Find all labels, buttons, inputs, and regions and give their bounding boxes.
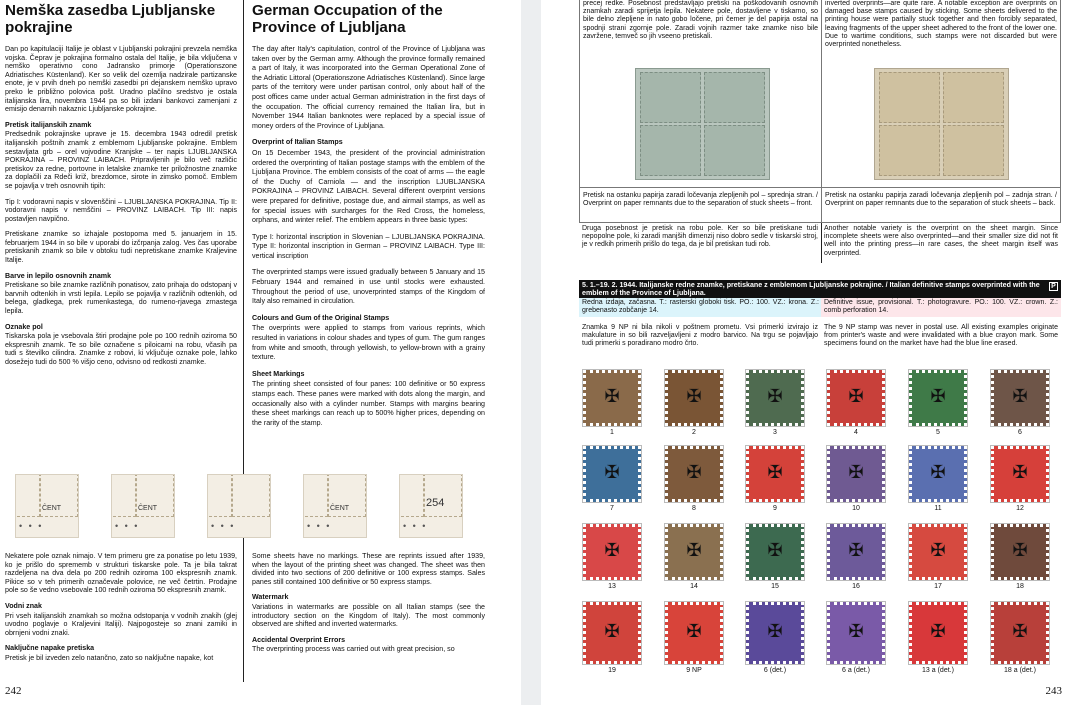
- paragraph-en-8: The printing sheet consisted of four panes: 100 definitive or 50 express stamps each. These panes were marked with dots along the margin, and occasionally also with a cylinder number. Stamps with margins bearing these sheet markings can reach up to 500% higher prices, depending on the rarity of the stamp.: [252, 380, 485, 427]
- eagle-overprint-icon: ✠: [1012, 461, 1028, 482]
- paragraph-si-2: Predsednik pokrajinske uprave je 15. decembra 1943 odredil pretisk italijanskih poštnih znamk z emblemom Ljubljanske pokrajine. Emblem sestavljata grb – orel vojvodine Kranjske – ter napis LJUBLJANSKA POKRAJINA – PROVINZ LAIBACH. Pripravljenih je bilo več različic pretiskov za redne, portovne in letalske znamke ter priložnostne znamke za doplačili za Rdeči križ, brezdomce, sirote in zimsko pomoč. Emblem se pojavlja v treh osnovnih tipih:: [5, 130, 237, 190]
- column-divider: [243, 0, 244, 682]
- top-text-slovenian: precej redke. Posebnost predstavljajo pretiski na poškodovanih osnovnih znamkah zaradi sprijetja lepila. Nekatere pole, dostavljene v tiskarno, so bile delno zlepljene in nato gobo ločene, pri čemer je del papirja ostal na spodnji strani zgornje pole. Zaradi vojnih razmer take znamke niso bile zavržene, temveč so jih vseeno pretiskali.: [583, 0, 818, 40]
- title-english: German Occupation of the Province of Ljubljana: [252, 2, 443, 36]
- heading-si-1: Pretisk italijanskih znamk: [5, 120, 92, 129]
- stamp-13: [583, 524, 641, 590]
- eagle-overprint-icon: ✠: [686, 385, 702, 406]
- stamp-label: 3: [773, 429, 777, 436]
- paragraph-si-bottom-0: Nekatere pole oznak nimajo. V tem primeru gre za ponatise po letu 1939, ko je prišlo do sprememb v strukturi tiskarske pole. Ta je bila takrat razdeljena na dva dela po 200 rednih oziroma 100 ekspresnih znamk. Pikice so v teh primerih označevale polovice, ne več četrtin. Prodajne pole so še vedno vsebovale 100 rednih oziroma 50 ekspresnih znamk.: [5, 552, 237, 595]
- eagle-overprint-icon: ✠: [1012, 385, 1028, 406]
- sheet-margin-photo-2: • • • ĈENT: [111, 474, 175, 538]
- table-cell-front: [579, 0, 822, 188]
- sheet-margin-photo-5: • • • 254: [399, 474, 463, 538]
- slovenian-column: [5, 45, 237, 467]
- paragraph-si-8: Tiskarska pola je vsebovala štiri prodajne pole po 100 rednih oziroma 50 ekspresnih znamk. Te so bile označene s piloicami na robu, včasih pa tudi s številko cilindra. Znamke z robovi, ki vključuje oznake pole, lahko dosežejo tudi do 500 % višjo ceno, odvisno od redkosti znamke.: [5, 332, 237, 366]
- paragraph-si-6: Pretiskane so bile znamke različnih ponatisov, zato prihaja do odstopanj v barvnih odtenkih in vrsti lepila. Lepilo se pojavlja v različnih odtenkih, od belega, gladkega, prek rumenkastega, do rumeno-rjavega zrnastega lepila.: [5, 281, 237, 316]
- paragraph-en-bottom-2: Variations in watermarks are possible on all Italian stamps (see the introductory section on the Kingdom of Italy). The most commonly observed are shifted and inverted watermarks.: [252, 602, 485, 629]
- paragraph-si-bottom-4: Pretisk je bil izveden zelo natančno, zato so naključne napake, kot: [5, 653, 214, 662]
- overprint-block-back: [874, 68, 1009, 180]
- stamp-8: [665, 446, 723, 512]
- eagle-overprint-icon: ✠: [930, 620, 946, 641]
- caption-cell-front: [579, 187, 822, 223]
- stamp-11: [909, 446, 967, 512]
- stamp-18: [991, 524, 1049, 590]
- paragraph-si-3: Tip I: vodoravni napis v slovenščini – LJUBLJANSKA POKRAJINA. Tip II: vodoravni napis v nemščini – PROVINZ LAIBACH. Tip III: napis postavljen navpično.: [5, 197, 237, 223]
- p-badge: P: [1049, 282, 1058, 291]
- sheet-margin-photo-4: • • • ĈENT: [303, 474, 367, 538]
- eagle-overprint-icon: ✠: [1012, 539, 1028, 560]
- stamp-24: [991, 602, 1049, 674]
- stamp-2: [665, 370, 723, 436]
- stamp-label: 13 a (det.): [922, 667, 954, 674]
- stamp-label: 5: [936, 429, 940, 436]
- paragraph-en-6: The overprints were applied to stamps from various reprints, which resulted in variations in colour shades and types of gum. The gum ranges from white and smooth, through yellowish, to yellow-brown with a grainy texture.: [252, 324, 485, 362]
- sheet-margin-photo-3: • • •: [207, 474, 271, 538]
- stamp-16: [827, 524, 885, 590]
- eagle-overprint-icon: ✠: [848, 620, 864, 641]
- stamp-12: [991, 446, 1049, 512]
- eagle-overprint-icon: ✠: [848, 385, 864, 406]
- stamp-10: [827, 446, 885, 512]
- title-slovenian: Nemška zasedba Ljubljanske pokrajine: [5, 2, 216, 36]
- eagle-overprint-icon: ✠: [848, 539, 864, 560]
- paragraph-en-0: The day after Italy's capitulation, control of the Province of Ljubljana was taken over by the German army. Although the province formally remained a part of Italy, it was incorporated into the German Operational Zone of the Adriatic Littoral (Operationszone Adriatisches Küstenland). Since large parts of the territory were under partisan control, only about half of the post offices came under actual German administration in the first days of the occupation. The official currency remained the Italian lira, but in November 1944 Italian banknotes were replaced by a special issue of money orders of the Province of Ljubljana.: [252, 45, 485, 130]
- heading-en-bottom-3: Accidental Overprint Errors: [252, 635, 346, 644]
- stamp-label: 16: [852, 583, 860, 590]
- paragraph-en-2: On 15 December 1943, the president of the provincial administration ordered the overprinting of Italian postage stamps with the emblem of the Ljubljana Province. The emblem consists of the coat of arms — the eagle of the Duchy of Carniola — and the inscription LJUBLJANSKA POKRAJINA – PROVINZ LAIBACH. Several different overprint versions were prepared for definitive, postage due, and airmail stamps, as well as for special issues with surcharges for the Red Cross, the homeless, orphans, and winter relief. The emblem appears in three basic types:: [252, 148, 485, 225]
- page-number-right: 243: [1045, 685, 1062, 697]
- eagle-overprint-icon: ✠: [686, 620, 702, 641]
- english-column-bottom: [252, 552, 485, 682]
- paragraph-en-bottom-4: The overprinting process was carried out with great precision, so: [252, 645, 455, 654]
- stamp-1: [583, 370, 641, 436]
- eagle-overprint-icon: ✠: [604, 385, 620, 406]
- stamp-label: 19: [608, 667, 616, 674]
- stamp-9: [746, 446, 804, 512]
- stamp-20: [665, 602, 723, 674]
- stamp-label: 18 a (det.): [1004, 667, 1036, 674]
- stamp-23: [909, 602, 967, 674]
- stamp-label: 6: [1018, 429, 1022, 436]
- eagle-overprint-icon: ✠: [767, 539, 783, 560]
- eagle-overprint-icon: ✠: [930, 461, 946, 482]
- stamp-label: 9: [773, 505, 777, 512]
- heading-si-7: Oznake pol: [5, 322, 43, 331]
- english-column: [252, 45, 485, 470]
- page-number-left: 242: [5, 685, 22, 697]
- stamp-6: [991, 370, 1049, 436]
- heading-en-7: Sheet Markings: [252, 369, 305, 378]
- sheet-margin-photo-1: • • • ĈENT: [15, 474, 79, 538]
- stamp-17: [909, 524, 967, 590]
- stamp-label: 12: [1016, 505, 1024, 512]
- stamp-label: 2: [692, 429, 696, 436]
- margin-text-english: Another notable variety is the overprint on the sheet margin. Since incomplete sheets were also overprinted—and their smaller size did not fit well into the printing press—in rare cases, the sheet margin itself was overprinted.: [824, 225, 1058, 257]
- eagle-overprint-icon: ✠: [848, 461, 864, 482]
- stamp-3: [746, 370, 804, 436]
- stamp-label: 7: [610, 505, 614, 512]
- sheet-margin-text-2: ĈENT: [138, 505, 158, 512]
- heading-en-bottom-1: Watermark: [252, 593, 289, 602]
- section-title: 5. 1.–19. 2. 1944. Italijanske redne znamke, pretiskane z emblemom Ljubljanske pokrajine. / Italian definitive stamps overprinted with the emblem of the Province of Ljubljana.: [582, 281, 1040, 297]
- sheet-margin-text-1: ĈENT: [42, 505, 62, 512]
- heading-si-5: Barve in lepilo osnovnih znamk: [5, 271, 112, 280]
- stamp-label: 11: [934, 505, 942, 512]
- paragraph-si-4: Pretiskane znamke so izhajale postopoma med 5. januarjem in 15. februarjem 1944 in so bile v uporabi do izčrpanja zalog. Ves čas uporabe pretiskanih znamk so bile v obtoku tudi nepretiskane znamke Kraljevine Italije.: [5, 230, 237, 265]
- eagle-overprint-icon: ✠: [930, 539, 946, 560]
- stamp-label: 10: [852, 505, 860, 512]
- overprint-block-front: [635, 68, 770, 180]
- note-english: The 9 NP stamp was never in postal use. All existing examples originate from printer's waste and were invalidated with a blue crayon mark. Some specimens found on the market have had the blue line erased.: [824, 324, 1058, 348]
- eagle-overprint-icon: ✠: [1012, 620, 1028, 641]
- top-text-english: inverted overprints—are quite rare. A notable exception are overprints on damaged base stamps caused by sticking. Some sheets delivered to the printing house were partially stuck together and then forcibly separated, leaving fragments of the upper sheet adhered to the front of the lower one. Due to wartime conditions, such stamps were not discarded but were overprinted nonetheless.: [825, 0, 1057, 49]
- sheet-margin-text-4: ĈENT: [330, 505, 350, 512]
- stamp-label: 9 NP: [686, 667, 702, 674]
- eagle-overprint-icon: ✠: [767, 461, 783, 482]
- right-page: [541, 0, 1067, 705]
- stamp-14: [665, 524, 723, 590]
- stamp-label: 8: [692, 505, 696, 512]
- eagle-overprint-icon: ✠: [604, 461, 620, 482]
- caption-cell-back: [821, 187, 1061, 223]
- heading-en-5: Colours and Gum of the Original Stamps: [252, 313, 390, 322]
- eagle-overprint-icon: ✠: [930, 385, 946, 406]
- stamp-label: 6 (det.): [763, 667, 787, 674]
- margin-divider: [821, 223, 822, 263]
- slovenian-column-bottom: [5, 552, 237, 682]
- note-slovenian: Znamka 9 NP ni bila nikoli v poštnem prometu. Vsi primerki izvirajo iz makulature in so bili razveljavljeni z modro barvico. Na trgu se pojavljajo tudi primerki s poradirano modro črto.: [582, 324, 818, 348]
- eagle-overprint-icon: ✠: [767, 385, 783, 406]
- margin-text-slovenian: Druga posebnost je pretisk na robu pole. Ker so bile pretiskane tudi nepopolne pole, ki zaradi manjših dimenzij niso dobro sedle v tiskarski stroj, je v redkih primerih prišlo do tega, da je bil pretiskan tudi rob.: [582, 225, 818, 249]
- eagle-overprint-icon: ✠: [604, 539, 620, 560]
- eagle-overprint-icon: ✠: [686, 461, 702, 482]
- issue-info-slovenian: Redna izdaja, začasna. T.: rasterski globoki tisk. PO.: 100. VZ.: krona. Z.: grebenasto zobčanje 14.: [579, 298, 822, 317]
- paragraph-si-bottom-2: Pri vseh italijanskih znamkah so možna odstopanja v vodnih znakih (glej uvodno poglavje o Kraljevini Italiji). Najpogosteje so znani zamiki in obrnjeni vodni znaki.: [5, 611, 237, 637]
- issue-info-english: Definitive issue, provisional. T.: photogravure. PO.: 100. VZ.: crown. Z.: comb perforation 14.: [821, 298, 1061, 317]
- eagle-overprint-icon: ✠: [767, 620, 783, 641]
- stamp-22: [827, 602, 885, 674]
- stamp-label: 17: [934, 583, 942, 590]
- heading-si-bottom-1: Vodni znak: [5, 601, 42, 610]
- heading-en-1: Overprint of Italian Stamps: [252, 138, 343, 147]
- section-header: [579, 280, 1061, 298]
- left-page: [0, 0, 521, 705]
- stamp-7: [583, 446, 641, 512]
- stamp-label: 14: [690, 583, 698, 590]
- eagle-overprint-icon: ✠: [686, 539, 702, 560]
- heading-si-bottom-3: Naključne napake pretiska: [5, 644, 95, 653]
- caption-back: Pretisk na ostanku papirja zaradi ločevanja zlepljenih pol – zadnja stran. / Overprint on paper remnants due to the separation of stuck sheets – back.: [825, 192, 1057, 208]
- stamp-5: [909, 370, 967, 436]
- sheet-margin-text-5: 254: [426, 497, 445, 509]
- paragraph-en-4: The overprinted stamps were issued gradually between 5 January and 15 February 1944 and remained in use until stocks were exhausted. Throughout the period of use, unoverprinted stamps of the Kingdom of Italy also remained in circulation.: [252, 268, 485, 306]
- stamp-label: 4: [854, 429, 858, 436]
- paragraph-en-bottom-0: Some sheets have no markings. These are reprints issued after 1939, when the layout of the printing sheet was changed. The sheet was then divided into two sections of 200 definitive or 100 express stamps. Sales panes still contained 100 definitive or 50 express stamps.: [252, 552, 485, 586]
- stamp-4: [827, 370, 885, 436]
- paragraph-en-3: Type I: horizontal inscription in Slovenian – LJUBLJANSKA POKRAJINA. Type II: horizontal inscription in German – PROVINZ LAIBACH. Type III: vertical inscription: [252, 232, 485, 260]
- paragraph-si-0: Dan po kapitulaciji Italije je oblast v Ljubljanski pokrajini prevzela nemška vojska. Čeprav je pokrajina formalno ostala del Italije, je bila vključena v nemško operativno cono Jadransko primorje (Operationszone Adriatisches Küstenland). Ker so velik del ozemlja nadzirale partizanske enote, je v prvih dneh po nemški zasedbi pri dejanskem nemško upravo preko le približno polovica pošt. Uradno plačilno sredstvo je ostala italijanska lira, novembra 1944 pa so bili izdani bankovci zamenjani z emisijo denarnih nakaznic Ljubljanske pokrajine.: [5, 45, 237, 114]
- stamp-15: [746, 524, 804, 590]
- stamp-label: 13: [608, 583, 616, 590]
- stamp-19: [583, 602, 641, 674]
- stamp-label: 6 a (det.): [841, 667, 870, 674]
- stamp-label: 15: [771, 583, 779, 590]
- table-cell-back: [821, 0, 1061, 188]
- stamp-label: 18: [1016, 583, 1024, 590]
- stamp-21: [746, 602, 804, 674]
- caption-front: Pretisk na ostanku papirja zaradi ločevanja zlepljenih pol – sprednja stran. / Overprint on paper remnants due to the separation of stuck sheets – front.: [583, 192, 818, 208]
- eagle-overprint-icon: ✠: [604, 620, 620, 641]
- stamp-label: 1: [610, 429, 614, 436]
